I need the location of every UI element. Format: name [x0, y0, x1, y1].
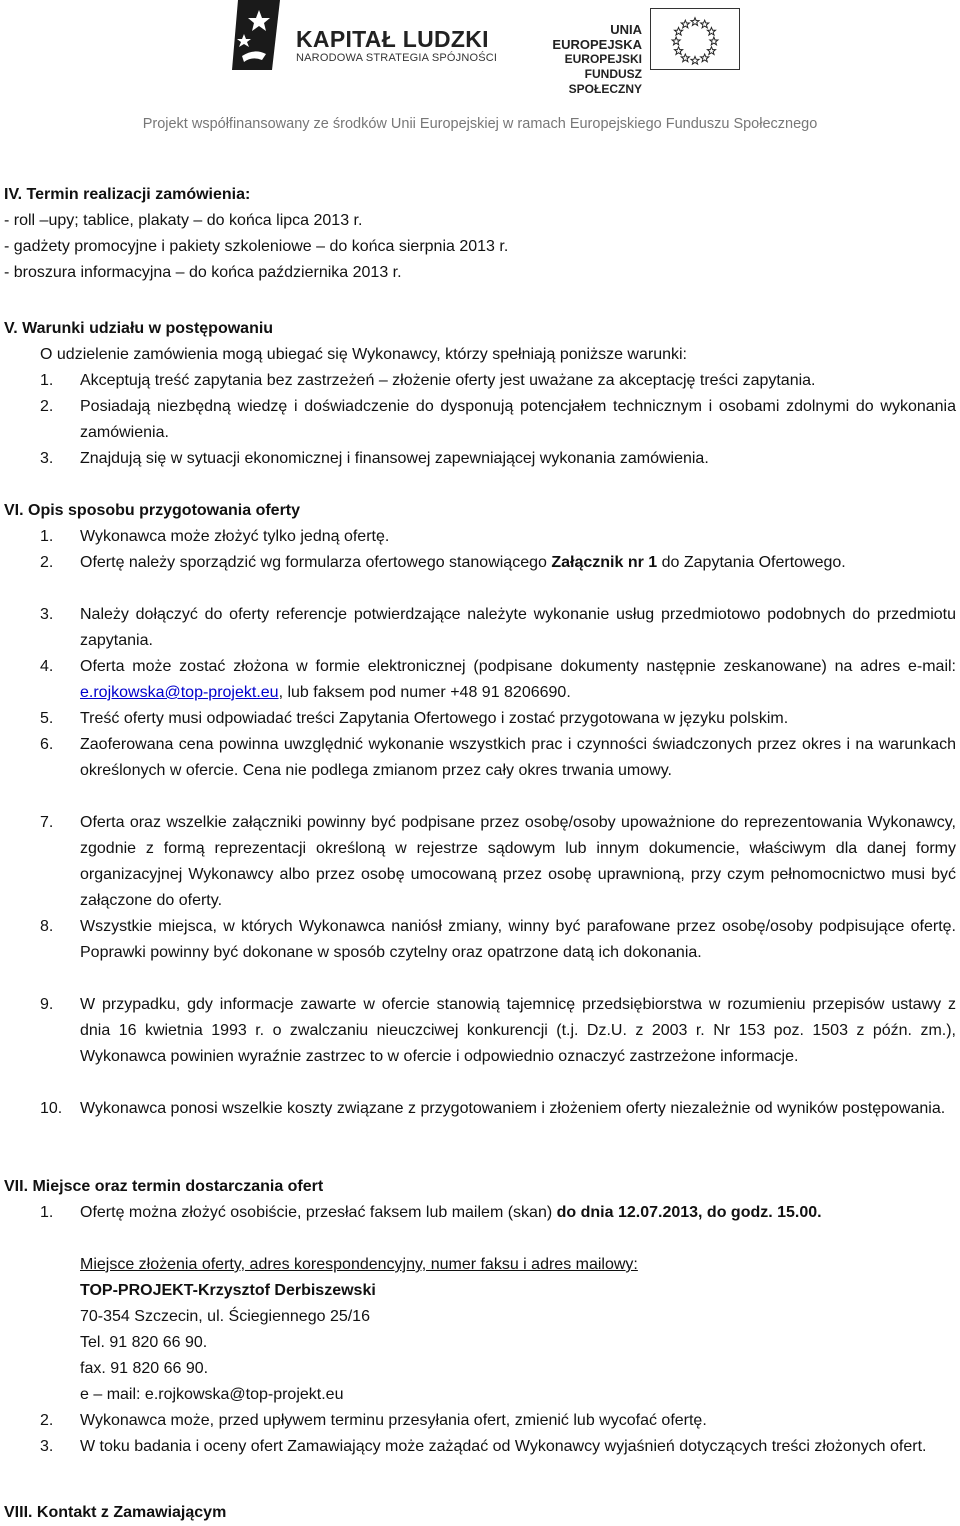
cofinancing-note: Projekt współfinansowany ze środków Unii Europejskiej w ramach Europejskiego Funduszu Społecznego	[142, 116, 818, 132]
section-4-item: - broszura informacyjna – do końca października 2013 r.	[4, 264, 402, 281]
section-5-title: V. Warunki udziału w postępowaniu	[4, 320, 274, 337]
list-text: Treść oferty musi odpowiadać treści Zapytania Ofertowego i zostać przygotowana w języku polskim.	[80, 710, 789, 727]
company-email: e – mail: e.rojkowska@top-projekt.eu	[80, 1386, 344, 1403]
list-number: 2.	[40, 398, 54, 415]
list-text: Akceptują treść zapytania bez zastrzeżeń – złożenie oferty jest uważane za akceptację treści zapytania.	[80, 372, 816, 389]
list-number: 7.	[40, 814, 54, 831]
page-header	[0, 0, 960, 140]
section-4-title: IV. Termin realizacji zamówienia:	[4, 186, 251, 203]
eu-line-2: EUROPEJSKI	[564, 52, 642, 66]
list-text: Wykonawca może złożyć tylko jedną ofertę.	[80, 528, 390, 545]
kapital-ludzki-logo	[232, 0, 292, 70]
place-heading: Miejsce złożenia oferty, adres korespondencyjny, numer faksu i adres mailowy:	[80, 1256, 638, 1273]
section-8-title: VIII. Kontakt z Zamawiającym	[4, 1504, 227, 1521]
list-number: 10.	[40, 1100, 63, 1117]
section-5-intro: O udzielenie zamówienia mogą ubiegać się Wykonawcy, którzy spełniają poniższe warunki:	[40, 346, 687, 363]
list-text	[80, 550, 956, 576]
section-4-item: - gadżety promocyjne i pakiety szkoleniowe – do końca sierpnia 2013 r.	[4, 238, 509, 255]
list-number: 6.	[40, 736, 54, 753]
list-text-part: Ofertę należy sporządzić wg formularza ofertowego stanowiącego	[80, 554, 547, 571]
list-number: 3.	[40, 1438, 54, 1455]
list-text: Znajdują się w sytuacji ekonomicznej i finansowej zapewniającej wykonania zamówienia.	[80, 450, 709, 467]
list-text: Wykonawca ponosi wszelkie koszty związane z przygotowaniem i złożeniem oferty niezależnie od wyników postępowania.	[80, 1100, 946, 1117]
list-number: 1.	[40, 372, 54, 389]
company-address: 70-354 Szczecin, ul. Ściegiennego 25/16	[80, 1308, 370, 1325]
list-number: 2.	[40, 554, 54, 571]
list-text: Wykonawca może, przed upływem terminu przesyłania ofert, zmienić lub wycofać ofertę.	[80, 1412, 707, 1429]
eu-flag-icon	[650, 8, 740, 70]
section-7-title: VII. Miejsce oraz termin dostarczania ofert	[4, 1178, 324, 1195]
eu-line-1: UNIA EUROPEJSKA	[552, 22, 642, 52]
list-text: Zaoferowana cena powinna uwzględnić wykonanie wszystkich prac i czynności świadczonych przez okres i na warunkach określonych w ofercie. Cena nie podlega zmianom przez cały okres trwania umowy.	[80, 736, 956, 779]
list-text-part: do Zapytania Ofertowego.	[661, 554, 846, 571]
list-text-part: Oferta może zostać złożona w formie elektronicznej (podpisane dokumenty następnie zeskanowane) na adres e-mail:	[80, 658, 956, 675]
list-number: 5.	[40, 710, 54, 727]
list-text: Posiadają niezbędną wiedzę i doświadczenie do dysponują potencjałem technicznym i osobami zdolnymi do wykonania zamówienia.	[80, 398, 956, 441]
list-text	[80, 1200, 956, 1226]
list-number: 1.	[40, 1204, 54, 1221]
attachment-reference: Załącznik nr 1	[551, 554, 658, 571]
eu-line-3: FUNDUSZ SPOŁECZNY	[568, 67, 642, 96]
list-number: 1.	[40, 528, 54, 545]
section-6-title: VI. Opis sposobu przygotowania oferty	[4, 502, 301, 519]
eu-text	[528, 22, 642, 97]
email-link[interactable]: e.rojkowska@top-projekt.eu	[80, 684, 279, 701]
list-text-part: Ofertę można złożyć osobiście, przesłać faksem lub mailem (skan)	[80, 1204, 553, 1221]
company-name: TOP-PROJEKT-Krzysztof Derbiszewski	[80, 1282, 376, 1299]
list-text: W przypadku, gdy informacje zawarte w ofercie stanowią tajemnicę przedsiębiorstwa w rozumieniu przepisów ustawy z dnia 16 kwietnia 1993 r. o zwalczaniu nieuczciwej konkurencji (t.j. Dz.U. z 2003 r. Nr 153 poz. 1503 z późn. zm.), Wykonawca powinien wyraźnie zastrzec to w ofercie i odpowiednio oznaczyć zastrzeżone informacje.	[80, 996, 956, 1065]
kapital-ludzki-subtitle: NARODOWA STRATEGIA SPÓJNOŚCI	[296, 52, 498, 64]
kapital-ludzki-title: KAPITAŁ LUDZKI	[296, 26, 489, 52]
list-text: Należy dołączyć do oferty referencje potwierdzające należyte wykonanie usług przedmiotowo podobnych do przedmiotu zapytania.	[80, 606, 956, 649]
list-number: 2.	[40, 1412, 54, 1429]
list-text-part: , lub faksem pod numer +48 91 8206690.	[278, 684, 571, 701]
list-number: 4.	[40, 658, 54, 675]
list-text: Oferta oraz wszelkie załączniki powinny być podpisane przez osobę/osoby upoważnione do reprezentowania Wykonawcy, zgodnie z formą reprezentacji określoną w rejestrze sądowym lub innym dokumencie, właściwym dla danej formy organizacyjnej Wykonawcy albo przez osobę umocowaną przez osobę uprawnioną, przy czym pełnomocnictwo musi być załączone do oferty.	[80, 814, 956, 909]
company-fax: fax. 91 820 66 90.	[80, 1360, 209, 1377]
section-4-item: - roll –upy; tablice, plakaty – do końca lipca 2013 r.	[4, 212, 363, 229]
list-text: W toku badania i oceny ofert Zamawiający może zażądać od Wykonawcy wyjaśnień dotyczących treści złożonych ofert.	[80, 1438, 927, 1455]
list-number: 3.	[40, 606, 54, 623]
company-phone: Tel. 91 820 66 90.	[80, 1334, 208, 1351]
list-number: 3.	[40, 450, 54, 467]
list-number: 9.	[40, 996, 54, 1013]
deadline: do dnia 12.07.2013, do godz. 15.00.	[556, 1204, 822, 1221]
list-number: 8.	[40, 918, 54, 935]
list-text	[80, 654, 956, 706]
list-text: Wszystkie miejsca, w których Wykonawca naniósł zmiany, winny być parafowane przez osobę/osoby podpisujące ofertę. Poprawki powinny być dokonane w sposób czytelny oraz opatrzone datą ich dokonania.	[80, 918, 956, 961]
